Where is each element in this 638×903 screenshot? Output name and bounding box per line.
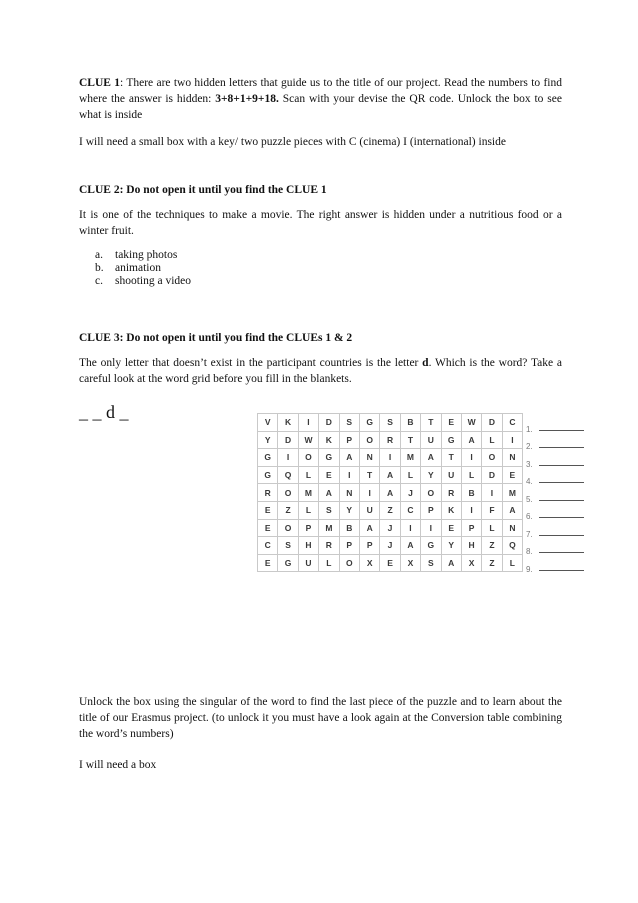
final-need: I will need a box bbox=[79, 759, 157, 771]
grid-cell: U bbox=[421, 431, 441, 449]
option-text: shooting a video bbox=[115, 275, 192, 287]
answer-underline bbox=[539, 430, 584, 431]
grid-cell: G bbox=[278, 554, 298, 572]
grid-cell: G bbox=[319, 449, 339, 467]
answer-line bbox=[526, 469, 584, 487]
grid-cell: O bbox=[482, 449, 502, 467]
grid-cell: P bbox=[359, 537, 379, 555]
answer-underline bbox=[539, 570, 584, 571]
answer-underline bbox=[539, 535, 584, 536]
grid-cell: E bbox=[258, 554, 278, 572]
answer-underline bbox=[539, 552, 584, 553]
grid-cell: T bbox=[400, 431, 420, 449]
clue1-sum: 3+8+1+9+18. bbox=[215, 93, 279, 105]
grid-cell: A bbox=[461, 431, 481, 449]
grid-cell: N bbox=[339, 484, 359, 502]
grid-cell: G bbox=[421, 537, 441, 555]
grid-cell: U bbox=[359, 501, 379, 519]
grid-cell: L bbox=[298, 466, 318, 484]
grid-cell: P bbox=[461, 519, 481, 537]
grid-cell: L bbox=[482, 519, 502, 537]
grid-cell: B bbox=[339, 519, 359, 537]
answer-line bbox=[526, 451, 584, 469]
grid-cell: M bbox=[400, 449, 420, 467]
grid-cell: A bbox=[502, 501, 522, 519]
grid-cell: N bbox=[359, 449, 379, 467]
answer-number: 1. bbox=[526, 424, 533, 434]
answer-number: 2. bbox=[526, 442, 533, 451]
grid-cell: Z bbox=[278, 501, 298, 519]
grid-cell: X bbox=[359, 554, 379, 572]
grid-row bbox=[258, 537, 523, 555]
grid-cell: Y bbox=[441, 537, 461, 555]
grid-cell: E bbox=[258, 501, 278, 519]
grid-cell: T bbox=[359, 466, 379, 484]
grid-cell: P bbox=[339, 537, 359, 555]
grid-cell: I bbox=[461, 501, 481, 519]
grid-cell: R bbox=[441, 484, 461, 502]
grid-cell: K bbox=[278, 414, 298, 432]
grid-cell: Z bbox=[482, 554, 502, 572]
answer-line bbox=[526, 504, 584, 522]
grid-cell: I bbox=[278, 449, 298, 467]
clue2-heading bbox=[79, 182, 562, 198]
grid-cell: A bbox=[400, 537, 420, 555]
answer-line bbox=[526, 539, 584, 557]
grid-row bbox=[258, 431, 523, 449]
grid-row bbox=[258, 449, 523, 467]
grid-cell: I bbox=[339, 466, 359, 484]
grid-cell: C bbox=[502, 414, 522, 432]
grid-cell: G bbox=[258, 466, 278, 484]
answer-line bbox=[526, 434, 584, 452]
grid-cell: B bbox=[400, 414, 420, 432]
grid-cell: B bbox=[461, 484, 481, 502]
clue2-label: CLUE 2 bbox=[79, 184, 120, 196]
grid-cell: F bbox=[482, 501, 502, 519]
grid-cell: D bbox=[319, 414, 339, 432]
grid-cell: T bbox=[421, 414, 441, 432]
grid-cell: A bbox=[441, 554, 461, 572]
grid-row bbox=[258, 554, 523, 572]
grid-cell: A bbox=[319, 484, 339, 502]
grid-cell: U bbox=[298, 554, 318, 572]
clue3-text-a: The only letter that doesn’t exist in the participant countries is the letter bbox=[79, 357, 423, 369]
option-marker: b. bbox=[95, 262, 104, 274]
grid-cell: T bbox=[441, 449, 461, 467]
grid-cell: L bbox=[319, 554, 339, 572]
grid-cell: M bbox=[502, 484, 522, 502]
grid-cell: P bbox=[339, 431, 359, 449]
grid-cell: A bbox=[421, 449, 441, 467]
grid-cell: G bbox=[359, 414, 379, 432]
grid-cell: L bbox=[400, 466, 420, 484]
grid-cell: J bbox=[380, 519, 400, 537]
answer-line bbox=[526, 521, 584, 539]
grid-cell: G bbox=[441, 431, 461, 449]
answer-number: 5. bbox=[526, 494, 533, 504]
grid-cell: U bbox=[441, 466, 461, 484]
clue3-heading: CLUE 3: Do not open it until you find the CLUEs 1 & 2 bbox=[79, 332, 353, 344]
grid-cell: I bbox=[298, 414, 318, 432]
grid-cell: J bbox=[380, 537, 400, 555]
grid-cell: J bbox=[400, 484, 420, 502]
answer-number: 7. bbox=[526, 529, 533, 539]
grid-cell: S bbox=[319, 501, 339, 519]
grid-cell: A bbox=[339, 449, 359, 467]
grid-cell: X bbox=[461, 554, 481, 572]
clue1-paragraph bbox=[79, 75, 562, 123]
grid-cell: Q bbox=[278, 466, 298, 484]
grid-cell: I bbox=[400, 519, 420, 537]
grid-cell: W bbox=[461, 414, 481, 432]
clue1-text-a: : There are two hidden letters that guide us to the title of our project. Read the numbers to find where the answer is hidden: bbox=[79, 77, 562, 105]
grid-cell: S bbox=[339, 414, 359, 432]
grid-cell: D bbox=[482, 466, 502, 484]
option-text: taking photos bbox=[115, 249, 178, 261]
option-item bbox=[95, 249, 191, 262]
grid-cell: E bbox=[319, 466, 339, 484]
grid-cell: E bbox=[441, 414, 461, 432]
answer-number: 4. bbox=[526, 477, 533, 486]
grid-cell: E bbox=[441, 519, 461, 537]
answer-number: 9. bbox=[526, 564, 533, 574]
final-paragraph: Unlock the box using the singular of the word to find the last piece of the puzzle and to learn about the title of our Erasmus project. (to unlock it you must have a look again at the Conversion table combining the word’s numbers) bbox=[79, 696, 562, 740]
grid-cell: A bbox=[359, 519, 379, 537]
grid-cell: A bbox=[380, 466, 400, 484]
word-grid bbox=[257, 413, 523, 572]
grid-cell: O bbox=[421, 484, 441, 502]
grid-cell: R bbox=[319, 537, 339, 555]
clue3-text-b: . Which is the word? Take a careful look at the word grid before you fill in the blankets. bbox=[79, 357, 562, 385]
grid-cell: E bbox=[380, 554, 400, 572]
grid-cell: Z bbox=[482, 537, 502, 555]
clue1-text-b: Scan with your devise the QR code. Unlock the box to see what is inside bbox=[79, 93, 562, 121]
answer-line bbox=[526, 556, 584, 574]
grid-cell: O bbox=[359, 431, 379, 449]
grid-cell: S bbox=[421, 554, 441, 572]
grid-cell: N bbox=[502, 519, 522, 537]
grid-cell: A bbox=[380, 484, 400, 502]
grid-cell: O bbox=[339, 554, 359, 572]
grid-row bbox=[258, 519, 523, 537]
option-item bbox=[95, 262, 191, 275]
grid-cell: Y bbox=[339, 501, 359, 519]
grid-cell: D bbox=[482, 414, 502, 432]
grid-cell: E bbox=[258, 519, 278, 537]
grid-cell: N bbox=[502, 449, 522, 467]
grid-cell: E bbox=[502, 466, 522, 484]
clue3-text bbox=[79, 355, 562, 387]
word-blank: _ _ d _ bbox=[79, 402, 129, 422]
grid-cell: I bbox=[421, 519, 441, 537]
grid-row bbox=[258, 414, 523, 432]
grid-cell: D bbox=[278, 431, 298, 449]
grid-cell: W bbox=[298, 431, 318, 449]
grid-cell: G bbox=[258, 449, 278, 467]
grid-cell: C bbox=[400, 501, 420, 519]
grid-cell: I bbox=[359, 484, 379, 502]
option-text: animation bbox=[115, 262, 161, 274]
clue1-need: I will need a small box with a key/ two puzzle pieces with C (cinema) I (international) inside bbox=[79, 136, 506, 148]
grid-cell: R bbox=[380, 431, 400, 449]
answer-number: 3. bbox=[526, 459, 533, 469]
answer-underline bbox=[539, 447, 584, 448]
grid-cell: R bbox=[258, 484, 278, 502]
grid-cell: Q bbox=[502, 537, 522, 555]
grid-cell: L bbox=[482, 431, 502, 449]
clue3-letter: d bbox=[422, 357, 429, 369]
grid-cell: S bbox=[278, 537, 298, 555]
clue2-options bbox=[95, 249, 191, 288]
grid-cell: I bbox=[482, 484, 502, 502]
grid-cell: H bbox=[298, 537, 318, 555]
grid-cell: Z bbox=[380, 501, 400, 519]
clue2-heading-rest: : Do not open it until you find the CLUE 1 bbox=[119, 184, 327, 196]
answer-underline bbox=[539, 482, 584, 483]
option-marker: c. bbox=[95, 275, 103, 287]
answer-lines bbox=[526, 416, 584, 574]
answer-line bbox=[526, 486, 584, 504]
answer-line bbox=[526, 416, 584, 434]
grid-cell: L bbox=[502, 554, 522, 572]
grid-cell: L bbox=[461, 466, 481, 484]
grid-cell: Y bbox=[258, 431, 278, 449]
grid-cell: M bbox=[298, 484, 318, 502]
grid-cell: X bbox=[400, 554, 420, 572]
grid-cell: S bbox=[380, 414, 400, 432]
grid-cell: V bbox=[258, 414, 278, 432]
answer-underline bbox=[539, 500, 584, 501]
clue2-text: It is one of the techniques to make a movie. The right answer is hidden under a nutritious food or a winter fruit. bbox=[79, 209, 562, 237]
answer-number: 6. bbox=[526, 512, 533, 521]
grid-cell: O bbox=[278, 484, 298, 502]
grid-row bbox=[258, 484, 523, 502]
grid-cell: O bbox=[298, 449, 318, 467]
grid-cell: K bbox=[441, 501, 461, 519]
grid-row bbox=[258, 501, 523, 519]
grid-cell: P bbox=[421, 501, 441, 519]
clue1-label: CLUE 1 bbox=[79, 77, 121, 89]
grid-cell: M bbox=[319, 519, 339, 537]
grid-cell: I bbox=[461, 449, 481, 467]
answer-underline bbox=[539, 465, 584, 466]
grid-cell: P bbox=[298, 519, 318, 537]
option-item bbox=[95, 275, 191, 288]
option-marker: a. bbox=[95, 249, 103, 261]
grid-cell: I bbox=[380, 449, 400, 467]
grid-cell: C bbox=[258, 537, 278, 555]
grid-cell: Y bbox=[421, 466, 441, 484]
grid-cell: K bbox=[319, 431, 339, 449]
grid-cell: L bbox=[298, 501, 318, 519]
grid-cell: I bbox=[502, 431, 522, 449]
answer-underline bbox=[539, 517, 584, 518]
grid-cell: O bbox=[278, 519, 298, 537]
grid-cell: H bbox=[461, 537, 481, 555]
grid-row bbox=[258, 466, 523, 484]
answer-number: 8. bbox=[526, 547, 533, 556]
